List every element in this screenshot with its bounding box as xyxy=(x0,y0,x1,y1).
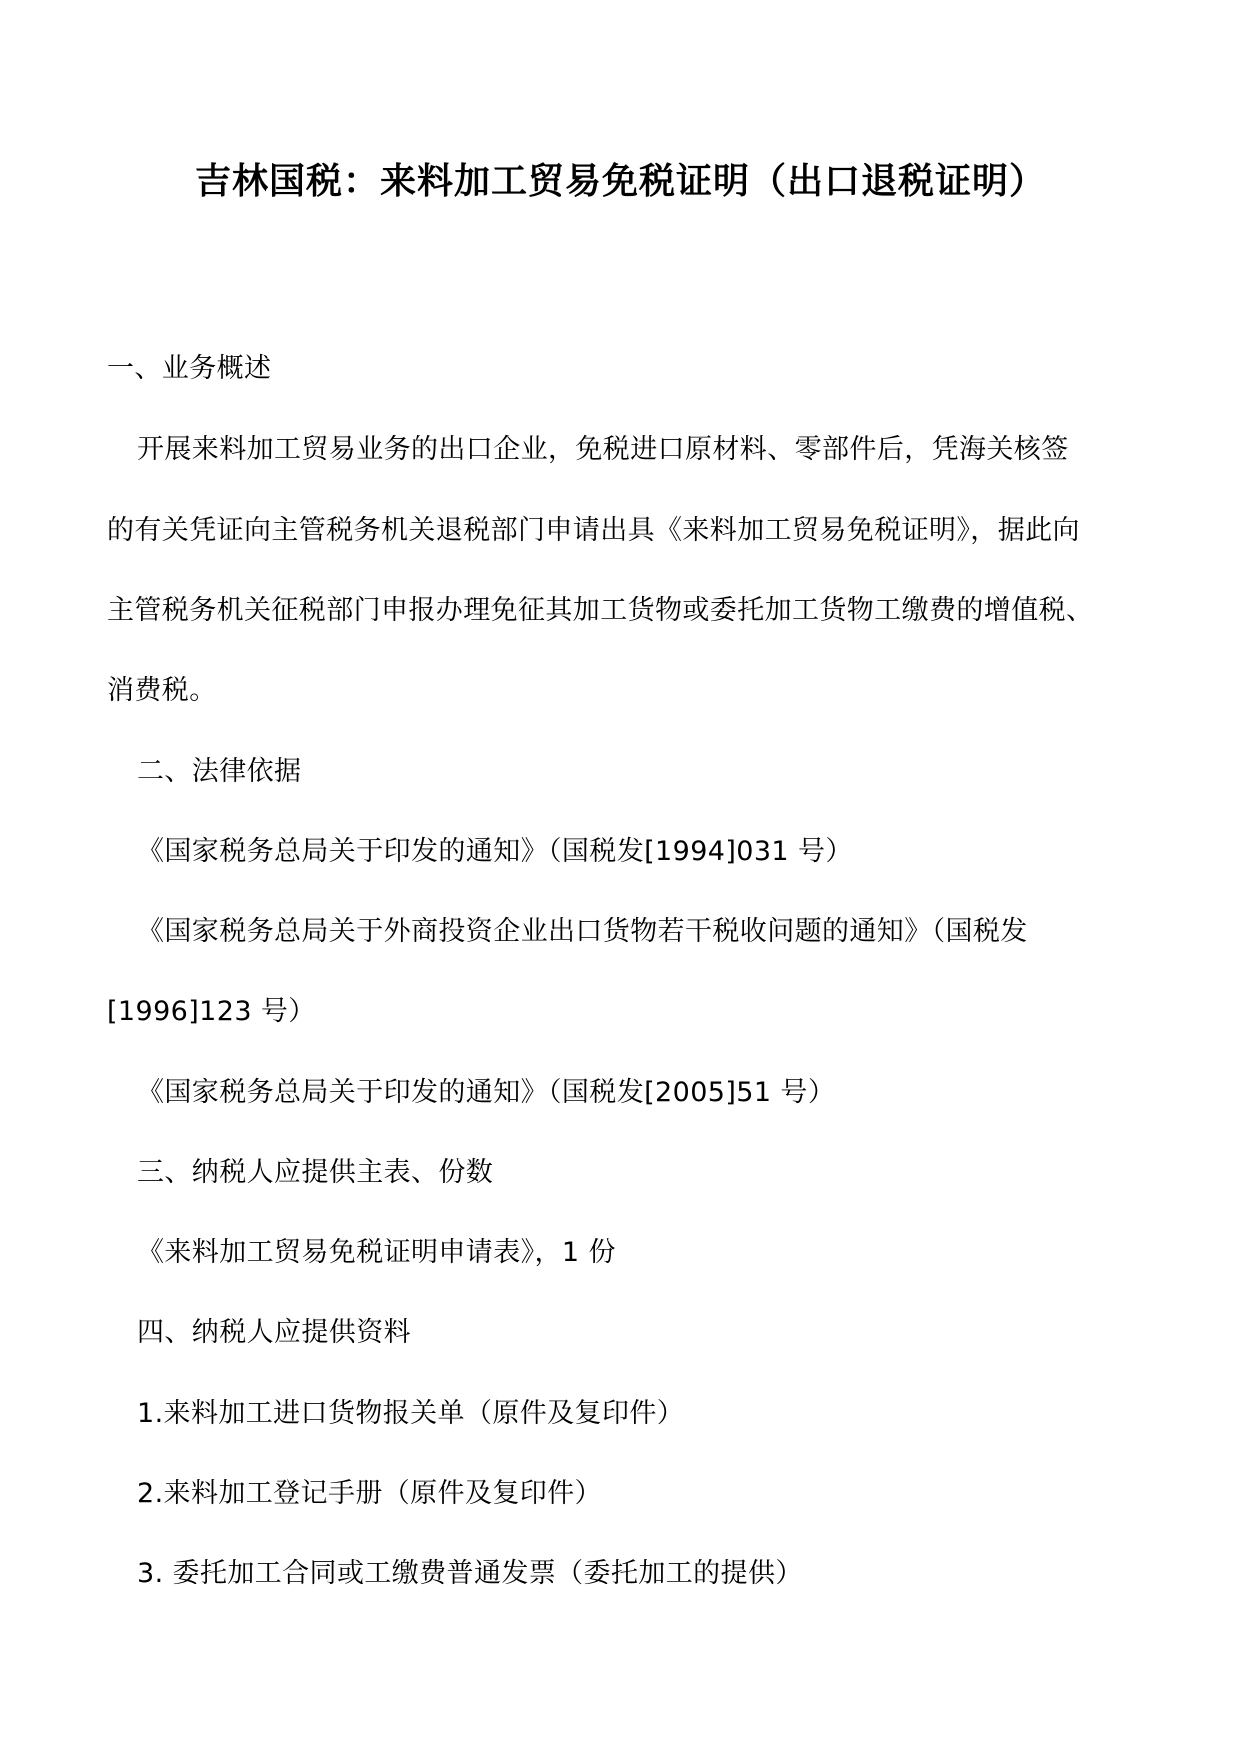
section-heading-main-forms: 三、纳税人应提供主表、份数 xyxy=(137,1157,494,1188)
paragraph-line: 消费税。 xyxy=(107,675,217,706)
paragraph-line: 开展来料加工贸易业务的出口企业，免税进口原材料、零部件后，凭海关核签 xyxy=(137,434,1069,465)
legal-reference: 《国家税务总局关于印发的通知》（国税发[1994]031 号） xyxy=(137,836,853,867)
legal-reference-continued: [1996]123 号） xyxy=(107,996,316,1027)
section-heading-overview: 一、业务概述 xyxy=(107,353,272,384)
legal-reference: 《国家税务总局关于外商投资企业出口货物若干税收问题的通知》（国税发 xyxy=(137,916,1028,947)
material-item: 3. 委托加工合同或工缴费普通发票（委托加工的提供） xyxy=(137,1558,803,1589)
legal-reference: 《国家税务总局关于印发的通知》（国税发[2005]51 号） xyxy=(137,1077,836,1108)
paragraph-line: 主管税务机关征税部门申报办理免征其加工货物或委托加工货物工缴费的增值税、 xyxy=(107,595,1094,626)
material-item: 2.来料加工登记手册（原件及复印件） xyxy=(137,1478,602,1509)
document-title: 吉林国税：来料加工贸易免税证明（出口退税证明） xyxy=(194,161,1046,202)
paragraph-line: 的有关凭证向主管税务机关退税部门申请出具《来料加工贸易免税证明》，据此向 xyxy=(107,515,1080,546)
form-item: 《来料加工贸易免税证明申请表》，1 份 xyxy=(137,1237,616,1268)
material-item: 1.来料加工进口货物报关单（原件及复印件） xyxy=(137,1398,685,1429)
section-heading-materials: 四、纳税人应提供资料 xyxy=(137,1317,411,1348)
section-heading-legal-basis: 二、法律依据 xyxy=(137,756,302,787)
